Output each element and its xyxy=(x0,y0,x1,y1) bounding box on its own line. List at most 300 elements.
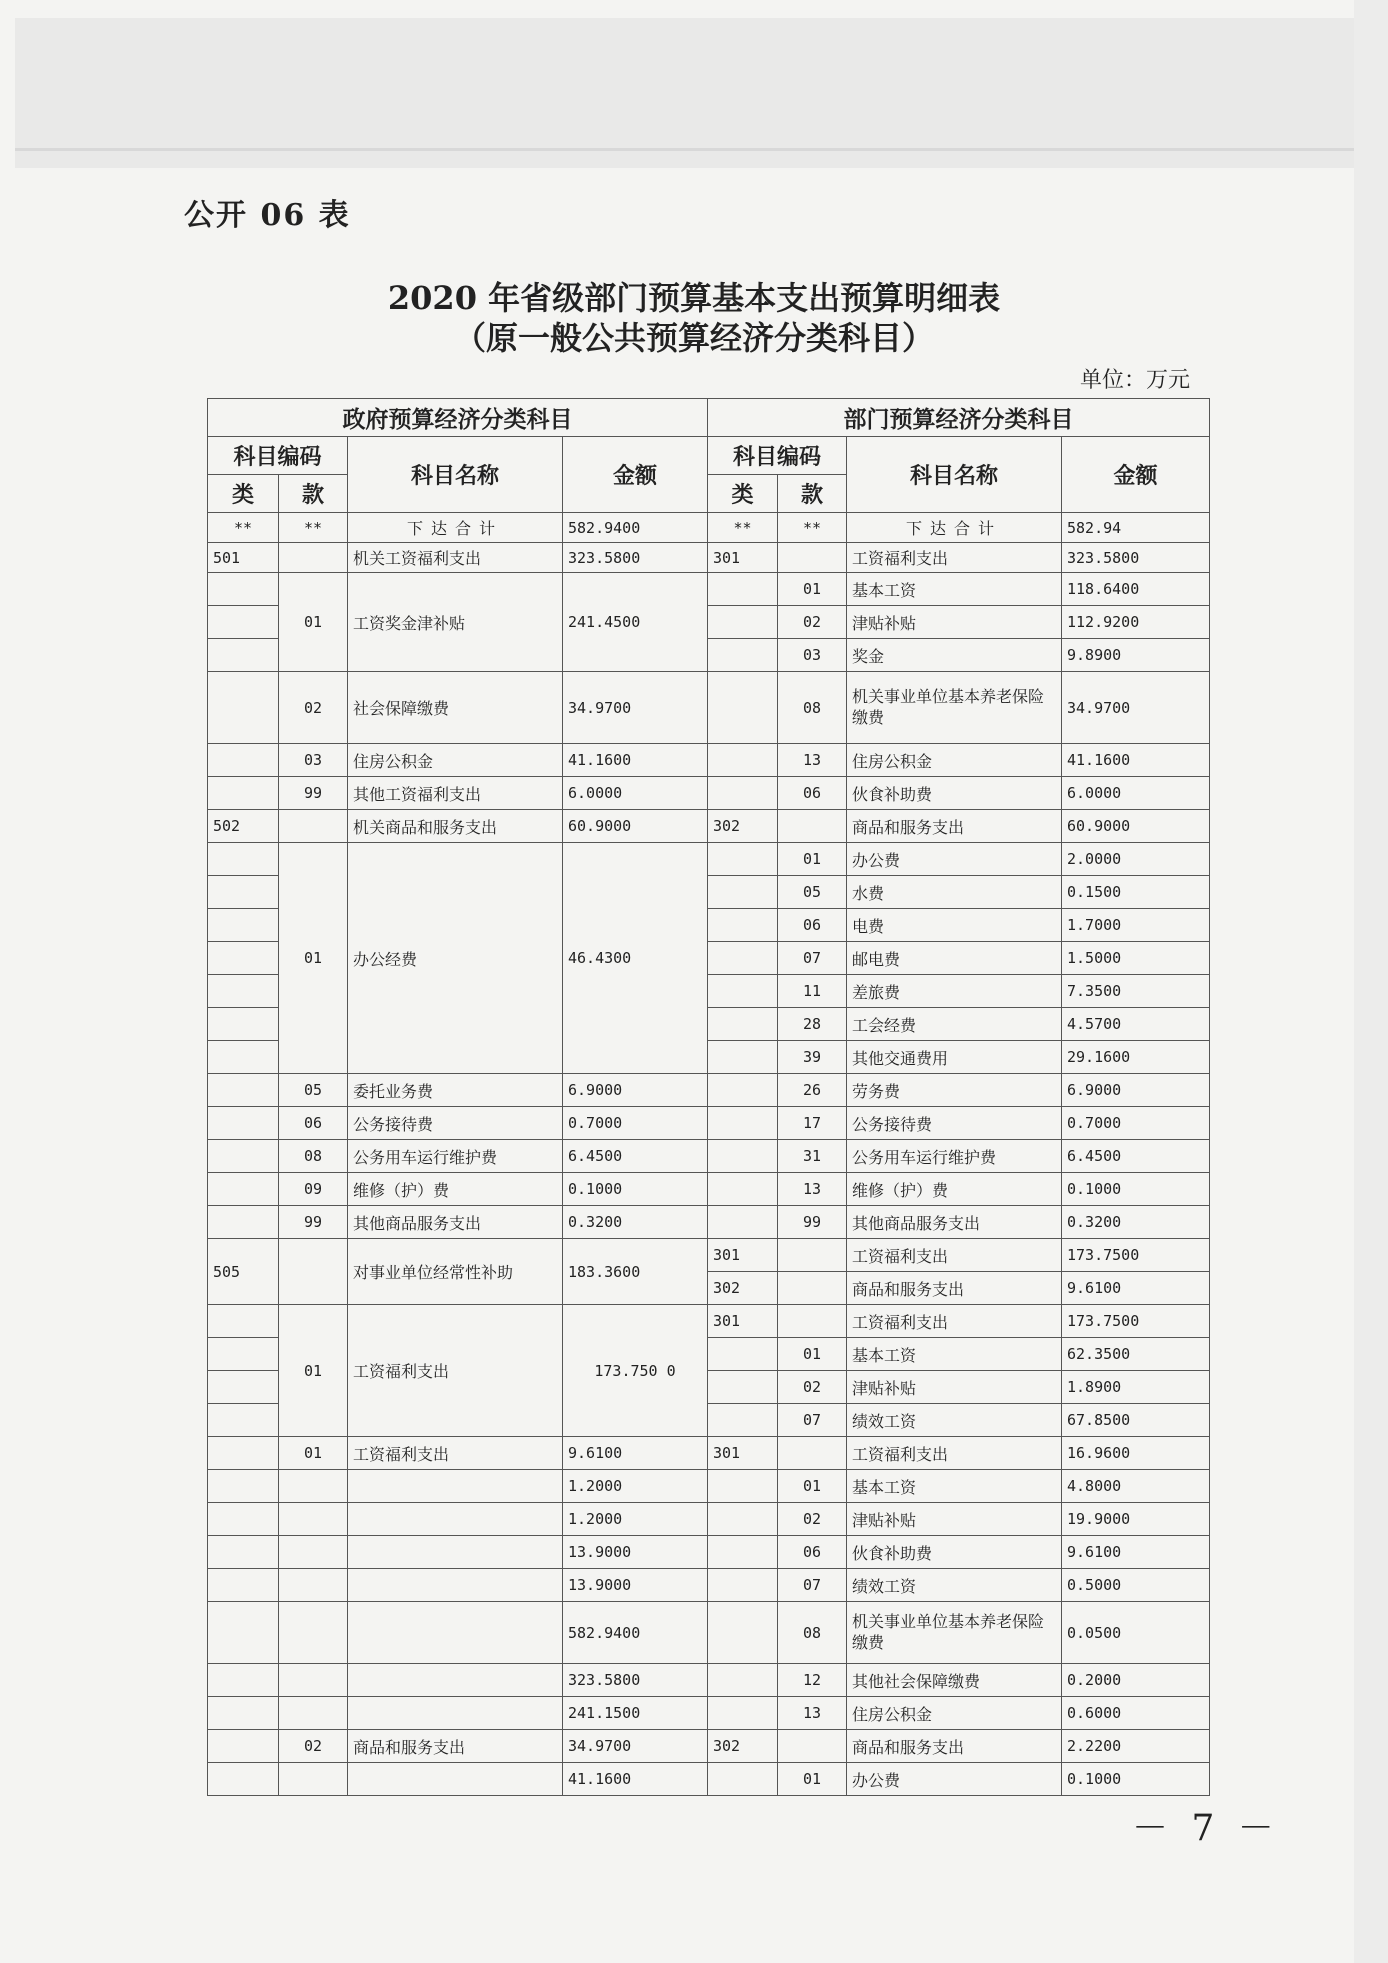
dept-lei xyxy=(708,1569,778,1602)
unit-label: 单位：万元 xyxy=(1080,368,1191,393)
dept-amount: 173.7500 xyxy=(1062,1305,1210,1338)
gov-lei xyxy=(208,975,279,1008)
gov-kuan: 06 xyxy=(279,1107,348,1140)
gov-lei xyxy=(208,1763,279,1796)
dept-kuan xyxy=(778,810,847,843)
dept-kuan: 02 xyxy=(778,606,847,639)
gov-name: 委托业务费 xyxy=(348,1074,563,1107)
gov-name xyxy=(348,1536,563,1569)
dept-lei-header: 类 xyxy=(708,475,778,513)
dept-kuan: 39 xyxy=(778,1041,847,1074)
dept-name: 绩效工资 xyxy=(847,1404,1062,1437)
dept-amount: 0.3200 xyxy=(1062,1206,1210,1239)
dept-kuan: 07 xyxy=(778,1404,847,1437)
dept-name: 办公费 xyxy=(847,843,1062,876)
gov-name: 社会保障缴费 xyxy=(348,672,563,744)
dept-lei xyxy=(708,1140,778,1173)
dept-amount: 4.8000 xyxy=(1062,1470,1210,1503)
gov-name: 住房公积金 xyxy=(348,744,563,777)
dept-name: 工资福利支出 xyxy=(847,1437,1062,1470)
gov-kuan xyxy=(279,1239,348,1305)
dept-amount: 16.9600 xyxy=(1062,1437,1210,1470)
gov-kuan: 05 xyxy=(279,1074,348,1107)
dept-name: 公务用车运行维护费 xyxy=(847,1140,1062,1173)
dept-name: 其他社会保障缴费 xyxy=(847,1664,1062,1697)
dept-kuan: 13 xyxy=(778,744,847,777)
gov-amount-header: 金额 xyxy=(563,437,708,513)
gov-kuan: 02 xyxy=(279,1730,348,1763)
table-row xyxy=(208,1206,1210,1239)
gov-lei xyxy=(208,1664,279,1697)
dept-name: 差旅费 xyxy=(847,975,1062,1008)
dept-amount: 60.9000 xyxy=(1062,810,1210,843)
dept-kuan: 01 xyxy=(778,1763,847,1796)
dept-lei: 301 xyxy=(708,1305,778,1338)
dept-kuan: 01 xyxy=(778,1338,847,1371)
dept-name: 住房公积金 xyxy=(847,744,1062,777)
gov-amount: 241.1500 xyxy=(563,1697,708,1730)
dept-kuan: 31 xyxy=(778,1140,847,1173)
gov-amount: 323.5800 xyxy=(563,1664,708,1697)
gov-kuan xyxy=(279,810,348,843)
table-row xyxy=(208,810,1210,843)
dept-name: 基本工资 xyxy=(847,1338,1062,1371)
gov-amount: 13.9000 xyxy=(563,1536,708,1569)
gov-lei xyxy=(208,1008,279,1041)
dept-lei xyxy=(708,1664,778,1697)
dept-name: 水费 xyxy=(847,876,1062,909)
dept-amount: 6.9000 xyxy=(1062,1074,1210,1107)
gov-name: 机关商品和服务支出 xyxy=(348,810,563,843)
gov-amount: 6.4500 xyxy=(563,1140,708,1173)
table-row xyxy=(208,1664,1210,1697)
gov-code-header: 科目编码 xyxy=(208,437,348,475)
gov-name: 工资福利支出 xyxy=(348,1437,563,1470)
budget-table xyxy=(207,398,1210,1796)
dept-lei xyxy=(708,1470,778,1503)
dept-name: 津贴补贴 xyxy=(847,1503,1062,1536)
dept-lei: 302 xyxy=(708,810,778,843)
gov-name: 工资奖金津补贴 xyxy=(348,573,563,672)
dept-lei xyxy=(708,1697,778,1730)
dept-name: 工会经费 xyxy=(847,1008,1062,1041)
table-row xyxy=(208,843,1210,876)
dept-code-header: 科目编码 xyxy=(708,437,847,475)
gov-name xyxy=(348,1664,563,1697)
dept-lei: 302 xyxy=(708,1730,778,1763)
gov-amount: 582.9400 xyxy=(563,1602,708,1664)
gov-lei xyxy=(208,909,279,942)
gov-kuan: 01 xyxy=(279,1437,348,1470)
gov-amount: 34.9700 xyxy=(563,672,708,744)
dept-lei xyxy=(708,843,778,876)
dept-name: 奖金 xyxy=(847,639,1062,672)
gov-kuan: 99 xyxy=(279,777,348,810)
gov-kuan: 01 xyxy=(279,843,348,1074)
gov-kuan: 01 xyxy=(279,1305,348,1437)
dept-lei xyxy=(708,672,778,744)
gov-kuan xyxy=(279,1763,348,1796)
gov-lei xyxy=(208,1569,279,1602)
gov-kuan: 02 xyxy=(279,672,348,744)
dept-lei xyxy=(708,1008,778,1041)
dept-name: 住房公积金 xyxy=(847,1697,1062,1730)
gov-kuan: ** xyxy=(279,513,348,543)
dept-name: 工资福利支出 xyxy=(847,1305,1062,1338)
dept-amount: 0.1000 xyxy=(1062,1173,1210,1206)
dept-amount: 0.6000 xyxy=(1062,1697,1210,1730)
dept-amount: 19.9000 xyxy=(1062,1503,1210,1536)
gov-name xyxy=(348,1763,563,1796)
dept-lei: 301 xyxy=(708,543,778,573)
gov-amount: 9.6100 xyxy=(563,1437,708,1470)
scan-rule xyxy=(15,148,1373,151)
gov-amount: 13.9000 xyxy=(563,1569,708,1602)
dept-name: 机关事业单位基本养老保险缴费 xyxy=(847,672,1062,744)
dept-lei xyxy=(708,1206,778,1239)
table-row xyxy=(208,1140,1210,1173)
dept-amount: 118.6400 xyxy=(1062,573,1210,606)
gov-name xyxy=(348,1503,563,1536)
gov-lei xyxy=(208,1338,279,1371)
gov-kuan xyxy=(279,1697,348,1730)
gov-amount: 323.5800 xyxy=(563,543,708,573)
gov-lei xyxy=(208,573,279,606)
dept-name: 商品和服务支出 xyxy=(847,1272,1062,1305)
dept-amount: 323.5800 xyxy=(1062,543,1210,573)
dept-amount: 2.0000 xyxy=(1062,843,1210,876)
dept-kuan: 06 xyxy=(778,777,847,810)
gov-lei xyxy=(208,1107,279,1140)
dept-amount: 0.5000 xyxy=(1062,1569,1210,1602)
gov-kuan xyxy=(279,1664,348,1697)
dept-amount: 1.7000 xyxy=(1062,909,1210,942)
dept-amount-header: 金额 xyxy=(1062,437,1210,513)
dept-kuan: 17 xyxy=(778,1107,847,1140)
header-row xyxy=(208,399,1210,437)
dept-name: 商品和服务支出 xyxy=(847,1730,1062,1763)
dept-name: 其他商品服务支出 xyxy=(847,1206,1062,1239)
dept-kuan xyxy=(778,1730,847,1763)
gov-amount: 6.0000 xyxy=(563,777,708,810)
gov-amount: 41.1600 xyxy=(563,744,708,777)
dept-amount: 0.1500 xyxy=(1062,876,1210,909)
gov-name-header: 科目名称 xyxy=(348,437,563,513)
table-row xyxy=(208,513,1210,543)
dept-kuan: 07 xyxy=(778,1569,847,1602)
gov-amount: 0.1000 xyxy=(563,1173,708,1206)
dept-name: 伙食补助费 xyxy=(847,777,1062,810)
gov-amount: 34.9700 xyxy=(563,1730,708,1763)
gov-kuan: 01 xyxy=(279,573,348,672)
gov-name xyxy=(348,1697,563,1730)
gov-lei xyxy=(208,1730,279,1763)
dept-name: 下达合计 xyxy=(847,513,1062,543)
gov-lei xyxy=(208,1140,279,1173)
dept-kuan: 02 xyxy=(778,1503,847,1536)
gov-lei xyxy=(208,672,279,744)
gov-lei xyxy=(208,744,279,777)
dept-name: 公务接待费 xyxy=(847,1107,1062,1140)
dept-kuan xyxy=(778,1239,847,1272)
dept-kuan: 07 xyxy=(778,942,847,975)
dept-amount: 9.6100 xyxy=(1062,1536,1210,1569)
dept-kuan: 12 xyxy=(778,1664,847,1697)
table-row xyxy=(208,1305,1210,1338)
gov-lei xyxy=(208,1536,279,1569)
dept-amount: 0.0500 xyxy=(1062,1602,1210,1664)
gov-name: 办公经费 xyxy=(348,843,563,1074)
table-row xyxy=(208,744,1210,777)
header-row xyxy=(208,437,1210,475)
dept-kuan: 26 xyxy=(778,1074,847,1107)
gov-kuan xyxy=(279,543,348,573)
table-row xyxy=(208,777,1210,810)
dept-lei: 301 xyxy=(708,1437,778,1470)
gov-amount: 41.1600 xyxy=(563,1763,708,1796)
dept-amount: 582.94 xyxy=(1062,513,1210,543)
gov-name: 下达合计 xyxy=(348,513,563,543)
dept-kuan xyxy=(778,1437,847,1470)
gov-lei xyxy=(208,942,279,975)
gov-name: 商品和服务支出 xyxy=(348,1730,563,1763)
dept-amount: 9.8900 xyxy=(1062,639,1210,672)
gov-name xyxy=(348,1470,563,1503)
dept-lei xyxy=(708,942,778,975)
table-row xyxy=(208,1239,1210,1272)
dept-lei xyxy=(708,1041,778,1074)
dept-amount: 2.2200 xyxy=(1062,1730,1210,1763)
dept-name: 办公费 xyxy=(847,1763,1062,1796)
dept-lei xyxy=(708,1338,778,1371)
gov-lei xyxy=(208,843,279,876)
dept-amount: 4.5700 xyxy=(1062,1008,1210,1041)
page-number: － 7 － xyxy=(1132,1808,1280,1849)
gov-name: 公务接待费 xyxy=(348,1107,563,1140)
table-row xyxy=(208,1074,1210,1107)
table-row xyxy=(208,573,1210,606)
table-row xyxy=(208,1730,1210,1763)
gov-amount: 46.4300 xyxy=(563,843,708,1074)
dept-amount: 29.1600 xyxy=(1062,1041,1210,1074)
dept-lei xyxy=(708,1371,778,1404)
dept-kuan: 13 xyxy=(778,1173,847,1206)
document-title: 2020 年省级部门预算基本支出预算明细表 xyxy=(387,279,1001,317)
gov-kuan: 08 xyxy=(279,1140,348,1173)
table-row xyxy=(208,1437,1210,1470)
dept-kuan: ** xyxy=(778,513,847,543)
dept-lei xyxy=(708,909,778,942)
gov-amount: 1.2000 xyxy=(563,1503,708,1536)
dept-lei xyxy=(708,975,778,1008)
dept-kuan: 08 xyxy=(778,672,847,744)
dept-lei xyxy=(708,573,778,606)
dept-kuan: 28 xyxy=(778,1008,847,1041)
dept-name: 维修（护）费 xyxy=(847,1173,1062,1206)
gov-amount: 0.3200 xyxy=(563,1206,708,1239)
dept-kuan: 01 xyxy=(778,843,847,876)
gov-lei xyxy=(208,1041,279,1074)
dept-lei xyxy=(708,1503,778,1536)
dept-kuan: 06 xyxy=(778,909,847,942)
dept-kuan xyxy=(778,1272,847,1305)
gov-lei xyxy=(208,777,279,810)
gov-amount: 582.9400 xyxy=(563,513,708,543)
table-row xyxy=(208,1536,1210,1569)
gov-amount: 173.750 0 xyxy=(563,1305,708,1437)
gov-name: 机关工资福利支出 xyxy=(348,543,563,573)
gov-lei xyxy=(208,1305,279,1338)
dept-lei xyxy=(708,744,778,777)
gov-amount: 241.4500 xyxy=(563,573,708,672)
gov-lei-header: 类 xyxy=(208,475,279,513)
gov-lei xyxy=(208,1470,279,1503)
table-row xyxy=(208,1107,1210,1140)
dept-kuan: 05 xyxy=(778,876,847,909)
dept-lei: 301 xyxy=(708,1239,778,1272)
dept-header: 部门预算经济分类科目 xyxy=(708,399,1210,437)
document-subtitle: （原一般公共预算经济分类科目） xyxy=(453,319,934,357)
dept-name: 津贴补贴 xyxy=(847,1371,1062,1404)
gov-lei xyxy=(208,606,279,639)
dept-kuan xyxy=(778,1305,847,1338)
dept-kuan: 01 xyxy=(778,1470,847,1503)
gov-name xyxy=(348,1569,563,1602)
gov-amount: 6.9000 xyxy=(563,1074,708,1107)
gov-name: 维修（护）费 xyxy=(348,1173,563,1206)
dept-amount: 0.2000 xyxy=(1062,1664,1210,1697)
dept-lei xyxy=(708,1074,778,1107)
dept-amount: 0.1000 xyxy=(1062,1763,1210,1796)
dept-amount: 62.3500 xyxy=(1062,1338,1210,1371)
gov-amount: 0.7000 xyxy=(563,1107,708,1140)
dept-name: 津贴补贴 xyxy=(847,606,1062,639)
table-row xyxy=(208,1173,1210,1206)
gov-lei xyxy=(208,1074,279,1107)
dept-amount: 0.7000 xyxy=(1062,1107,1210,1140)
dept-amount: 6.0000 xyxy=(1062,777,1210,810)
gov-kuan xyxy=(279,1569,348,1602)
table-row xyxy=(208,672,1210,744)
gov-lei: 505 xyxy=(208,1239,279,1305)
gov-lei xyxy=(208,1697,279,1730)
dept-name: 基本工资 xyxy=(847,1470,1062,1503)
dept-amount: 173.7500 xyxy=(1062,1239,1210,1272)
gov-kuan xyxy=(279,1470,348,1503)
dept-name: 其他交通费用 xyxy=(847,1041,1062,1074)
dept-kuan: 11 xyxy=(778,975,847,1008)
gov-kuan: 99 xyxy=(279,1206,348,1239)
gov-kuan xyxy=(279,1536,348,1569)
dept-lei xyxy=(708,1763,778,1796)
gov-name: 工资福利支出 xyxy=(348,1305,563,1437)
gov-kuan xyxy=(279,1503,348,1536)
table-row xyxy=(208,543,1210,573)
dept-name: 工资福利支出 xyxy=(847,543,1062,573)
dept-kuan: 02 xyxy=(778,1371,847,1404)
dept-lei xyxy=(708,1602,778,1664)
dept-amount: 112.9200 xyxy=(1062,606,1210,639)
gov-kuan-header: 款 xyxy=(279,475,348,513)
dept-lei xyxy=(708,876,778,909)
dept-name: 商品和服务支出 xyxy=(847,810,1062,843)
table-row xyxy=(208,1503,1210,1536)
dept-lei xyxy=(708,639,778,672)
scan-header-band xyxy=(15,18,1373,168)
dept-lei xyxy=(708,777,778,810)
dept-amount: 6.4500 xyxy=(1062,1140,1210,1173)
dept-name: 伙食补助费 xyxy=(847,1536,1062,1569)
gov-lei xyxy=(208,1404,279,1437)
dept-name: 基本工资 xyxy=(847,573,1062,606)
gov-lei xyxy=(208,1173,279,1206)
dept-name: 劳务费 xyxy=(847,1074,1062,1107)
table-row xyxy=(208,1697,1210,1730)
dept-kuan: 99 xyxy=(778,1206,847,1239)
gov-kuan: 09 xyxy=(279,1173,348,1206)
gov-lei xyxy=(208,1206,279,1239)
dept-lei: 302 xyxy=(708,1272,778,1305)
gov-lei: 501 xyxy=(208,543,279,573)
dept-lei xyxy=(708,1536,778,1569)
dept-kuan: 13 xyxy=(778,1697,847,1730)
dept-kuan: 08 xyxy=(778,1602,847,1664)
dept-amount: 1.5000 xyxy=(1062,942,1210,975)
gov-amount: 60.9000 xyxy=(563,810,708,843)
gov-kuan xyxy=(279,1602,348,1664)
dept-amount: 9.6100 xyxy=(1062,1272,1210,1305)
dept-kuan-header: 款 xyxy=(778,475,847,513)
gov-name xyxy=(348,1602,563,1664)
gov-lei xyxy=(208,1503,279,1536)
dept-lei xyxy=(708,606,778,639)
gov-amount: 183.3600 xyxy=(563,1239,708,1305)
dept-amount: 67.8500 xyxy=(1062,1404,1210,1437)
table-row xyxy=(208,1470,1210,1503)
gov-lei xyxy=(208,1602,279,1664)
table-row xyxy=(208,1569,1210,1602)
dept-kuan: 03 xyxy=(778,639,847,672)
gov-name: 其他工资福利支出 xyxy=(348,777,563,810)
dept-kuan: 06 xyxy=(778,1536,847,1569)
gov-amount: 1.2000 xyxy=(563,1470,708,1503)
form-number: 公开 06 表 xyxy=(184,198,351,233)
dept-name: 邮电费 xyxy=(847,942,1062,975)
gov-lei xyxy=(208,1437,279,1470)
dept-amount: 34.9700 xyxy=(1062,672,1210,744)
dept-kuan xyxy=(778,543,847,573)
dept-lei xyxy=(708,1107,778,1140)
gov-name: 其他商品服务支出 xyxy=(348,1206,563,1239)
gov-lei xyxy=(208,639,279,672)
gov-header: 政府预算经济分类科目 xyxy=(208,399,708,437)
gov-lei xyxy=(208,1371,279,1404)
gov-name: 对事业单位经常性补助 xyxy=(348,1239,563,1305)
gov-lei: ** xyxy=(208,513,279,543)
table-row xyxy=(208,1763,1210,1796)
dept-name: 电费 xyxy=(847,909,1062,942)
dept-amount: 41.1600 xyxy=(1062,744,1210,777)
dept-lei xyxy=(708,1404,778,1437)
dept-amount: 1.8900 xyxy=(1062,1371,1210,1404)
dept-name: 机关事业单位基本养老保险缴费 xyxy=(847,1602,1062,1664)
dept-amount: 7.3500 xyxy=(1062,975,1210,1008)
table-row xyxy=(208,1602,1210,1664)
dept-lei: ** xyxy=(708,513,778,543)
dept-lei xyxy=(708,1173,778,1206)
gov-lei: 502 xyxy=(208,810,279,843)
gov-lei xyxy=(208,876,279,909)
